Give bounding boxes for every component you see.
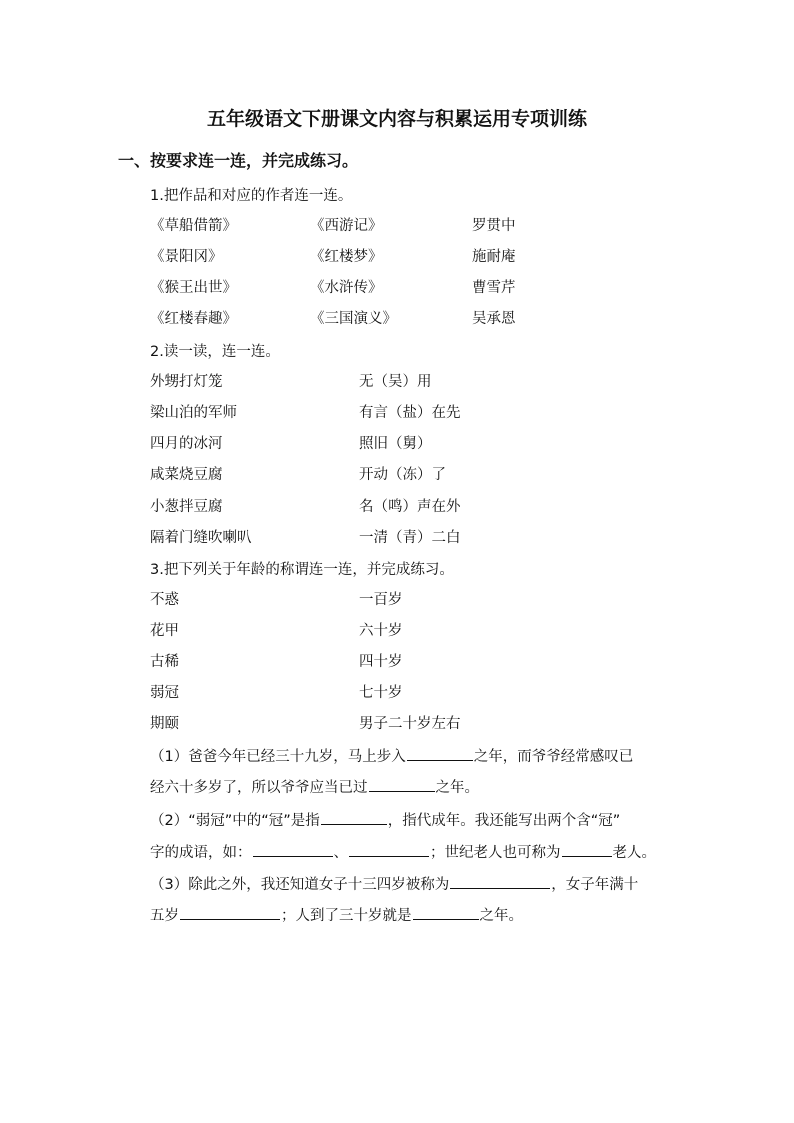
- part1-text: 经六十多岁了，所以爷爷应当已过: [150, 780, 368, 796]
- q3-age: 六十岁: [359, 623, 403, 639]
- q2-phrase: 咸菜烧豆腐: [150, 467, 223, 483]
- q3-age: 一百岁: [359, 592, 403, 608]
- page-title: 五年级语文下册课文内容与积累运用专项训练: [206, 108, 587, 130]
- q1-author: 吴承恩: [472, 311, 516, 327]
- q1-work: 《草船借箭》: [150, 218, 237, 234]
- part2-text: ，指代成年。我还能写出两个含“冠”: [387, 813, 621, 829]
- q3-prompt: 3.把下列关于年龄的称谓连一连，并完成练习。: [150, 562, 454, 578]
- blank-5[interactable]: [349, 842, 429, 857]
- part2-text: （2）“弱冠”中的“冠”是指: [150, 813, 320, 829]
- q1-book: 《水浒传》: [310, 280, 383, 296]
- q2-meaning: 有言（盐）在先: [359, 405, 461, 421]
- q2-meaning: 照旧（舅）: [359, 436, 432, 452]
- q3-term: 古稀: [150, 654, 179, 670]
- q1-author: 罗贯中: [472, 218, 516, 234]
- part1-text: 之年。: [435, 780, 479, 796]
- q2-meaning: 开动（冻）了: [359, 467, 446, 483]
- part3-text: ；人到了三十岁就是: [281, 908, 412, 924]
- q1-work: 《猴王出世》: [150, 280, 237, 296]
- part3-text: ，女子年满十: [551, 877, 639, 893]
- q2-meaning: 一清（青）二白: [359, 530, 461, 546]
- part1-text: 之年，而爷爷经常感叹已: [473, 749, 634, 765]
- q3-part3-line1: [150, 874, 638, 895]
- blank-7[interactable]: [450, 874, 550, 889]
- q3-part2-line1: [150, 810, 620, 831]
- q3-age: 男子二十岁左右: [359, 716, 461, 732]
- part3-text: 五岁: [150, 908, 179, 924]
- blank-1[interactable]: [407, 746, 473, 761]
- q2-meaning: 名（鸣）声在外: [359, 499, 461, 515]
- q3-part2-line2: [150, 842, 656, 863]
- blank-8[interactable]: [180, 905, 280, 920]
- q2-meaning: 无（吴）用: [359, 374, 432, 390]
- q3-age: 四十岁: [359, 654, 403, 670]
- part2-text: ；世纪老人也可称为: [430, 845, 561, 861]
- blank-6[interactable]: [562, 842, 612, 857]
- q3-term: 不惑: [150, 592, 179, 608]
- q1-author: 曹雪芹: [472, 280, 516, 296]
- blank-9[interactable]: [413, 905, 479, 920]
- q2-phrase: 四月的冰河: [150, 436, 223, 452]
- q3-part3-line2: [150, 905, 523, 926]
- part2-text: 、: [333, 845, 348, 861]
- q2-phrase: 外甥打灯笼: [150, 374, 223, 390]
- part3-text: 之年。: [479, 908, 523, 924]
- q1-work: 《景阳冈》: [150, 249, 223, 265]
- blank-2[interactable]: [369, 777, 435, 792]
- q3-term: 花甲: [150, 623, 179, 639]
- q3-age: 七十岁: [359, 685, 403, 701]
- section-heading: 一、按要求连一连，并完成练习。: [118, 151, 359, 170]
- q2-phrase: 隔着门缝吹喇叭: [150, 530, 252, 546]
- q3-part1-line1: [150, 746, 633, 767]
- part2-text: 字的成语，如：: [150, 845, 252, 861]
- part3-text: （3）除此之外，我还知道女子十三四岁被称为: [150, 877, 450, 893]
- blank-4[interactable]: [253, 842, 333, 857]
- q3-part1-line2: [150, 777, 479, 798]
- part1-text: （1）爸爸今年已经三十九岁，马上步入: [150, 749, 406, 765]
- q3-term: 期颐: [150, 716, 179, 732]
- q2-phrase: 梁山泊的军师: [150, 405, 237, 421]
- q1-book: 《红楼梦》: [310, 249, 383, 265]
- blank-3[interactable]: [321, 810, 387, 825]
- q2-phrase: 小葱拌豆腐: [150, 499, 223, 515]
- part2-text: 老人。: [612, 845, 656, 861]
- q3-term: 弱冠: [150, 685, 179, 701]
- q1-book: 《西游记》: [310, 218, 383, 234]
- q1-prompt: 1.把作品和对应的作者连一连。: [150, 188, 353, 204]
- q1-book: 《三国演义》: [310, 311, 397, 327]
- q2-prompt: 2.读一读，连一连。: [150, 344, 280, 360]
- q1-work: 《红楼春趣》: [150, 311, 237, 327]
- q1-author: 施耐庵: [472, 249, 516, 265]
